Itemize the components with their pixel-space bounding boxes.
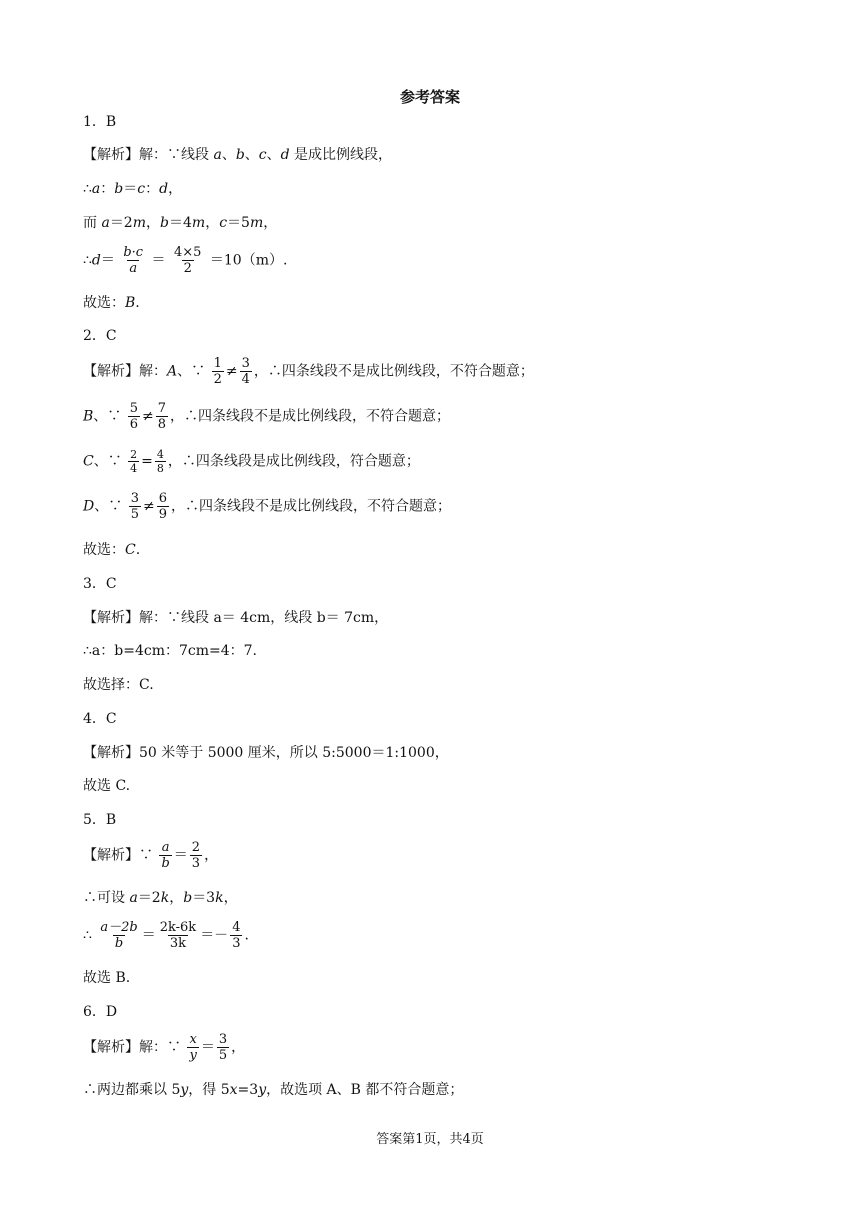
fraction: $\frac{5}{6}$	[129, 401, 139, 432]
fraction: $\frac{2}{3}$	[191, 840, 201, 871]
fraction: $\frac{6}{9}$	[158, 491, 167, 522]
solution-3-line-2: ∴a：b=4cm：7cm=4：7.	[83, 643, 257, 659]
solution-3-line-3: 故选择：C.	[83, 677, 154, 693]
solution-1-line-4: ∴d＝ $\frac{b\cdot c}{a}$ ＝ $\frac{4\times 5}{2}$ ＝10（m）.	[83, 245, 288, 276]
solution-1-line-3: 而 a＝2m，b＝4m，c＝5m，	[83, 215, 278, 231]
solution-5-line-3: ∴ $\frac{a-2b}{b}$ ＝ $\frac{2k-6k}{3k}$ ＝－ $\frac{4}{3}$ .	[83, 920, 249, 951]
fraction: $\frac{3}{5}$	[130, 491, 139, 522]
solution-2-option-b: B、∵ $\frac{5}{6}$ ≠ $\frac{7}{8}$ ，∴四条线段不是成比例线段，不符合题意；	[83, 401, 451, 432]
fraction: $\frac{a}{b}$	[161, 840, 170, 871]
fraction: $\frac{1}{2}$	[213, 356, 222, 387]
solution-1-line-2: ∴a：b＝c：d，	[83, 181, 183, 197]
solution-1-line-1: 【解析】解：∵线段 a、b、c、d 是成比例线段，	[83, 147, 393, 163]
answer-2: 2．C	[83, 328, 117, 344]
answer-6: 6．D	[83, 1004, 118, 1020]
fraction: $\frac{4}{8}$	[156, 448, 164, 475]
solution-5-line-4: 故选 B.	[83, 970, 131, 986]
fraction: $\frac{2}{4}$	[130, 448, 138, 475]
solution-6-line-1: 【解析】解：∵ $\frac{x}{y}$ ＝ $\frac{3}{5}$ ，	[83, 1032, 246, 1063]
solution-2-option-c: C、∵ $\frac{2}{4}$ = $\frac{4}{8}$ ，∴四条线段是成比例线段，符合题意；	[83, 448, 420, 475]
solution-4-line-2: 故选 C.	[83, 778, 131, 794]
solution-1-line-5: 故选：B.	[83, 295, 140, 311]
answer-1: 1．B	[83, 114, 117, 130]
solution-3-line-1: 【解析】解：∵线段 a＝ 4cm，线段 b＝ 7cm，	[83, 610, 389, 626]
fraction: $\frac{a-2b}{b}$	[100, 920, 138, 951]
fraction: $\frac{b\cdot c}{a}$	[123, 245, 144, 276]
fraction: $\frac{7}{8}$	[157, 401, 167, 432]
fraction: $\frac{3}{5}$	[218, 1032, 228, 1063]
fraction: $\frac{4}{3}$	[232, 920, 241, 951]
answer-5: 5．B	[83, 812, 117, 828]
fraction: $\frac{2k-6k}{3k}$	[159, 920, 197, 951]
fraction: $\frac{3}{4}$	[241, 356, 250, 387]
page-title: 参考答案	[399, 88, 460, 106]
page-footer: 答案第1页，共4页	[376, 1132, 484, 1147]
solution-5-line-1: 【解析】∵ $\frac{a}{b}$ ＝ $\frac{2}{3}$ ，	[83, 840, 219, 871]
solution-5-line-2: ∴可设 a＝2k，b＝3k，	[83, 890, 238, 906]
solution-2-conclusion: 故选：C.	[83, 542, 141, 558]
answer-4: 4．C	[83, 711, 117, 727]
solution-2-option-a: 【解析】解：A、∵ $\frac{1}{2}$ ≠ $\frac{3}{4}$ ，∴四条线段不是成比例线段，不符合题意；	[83, 356, 534, 387]
fraction: $\frac{x}{y}$	[189, 1032, 197, 1063]
solution-2-option-d: D、∵ $\frac{3}{5}$ ≠ $\frac{6}{9}$ ，∴四条线段不是成比例线段，不符合题意；	[83, 491, 451, 522]
solution-4-line-1: 【解析】50 米等于 5000 厘米，所以 5:5000＝1:1000，	[83, 745, 449, 761]
solution-6-line-2: ∴两边都乘以 5y，得 5x=3y，故选项 A、B 都不符合题意；	[83, 1082, 464, 1098]
fraction: $\frac{4\times 5}{2}$	[174, 245, 202, 276]
answer-3: 3．C	[83, 576, 117, 592]
